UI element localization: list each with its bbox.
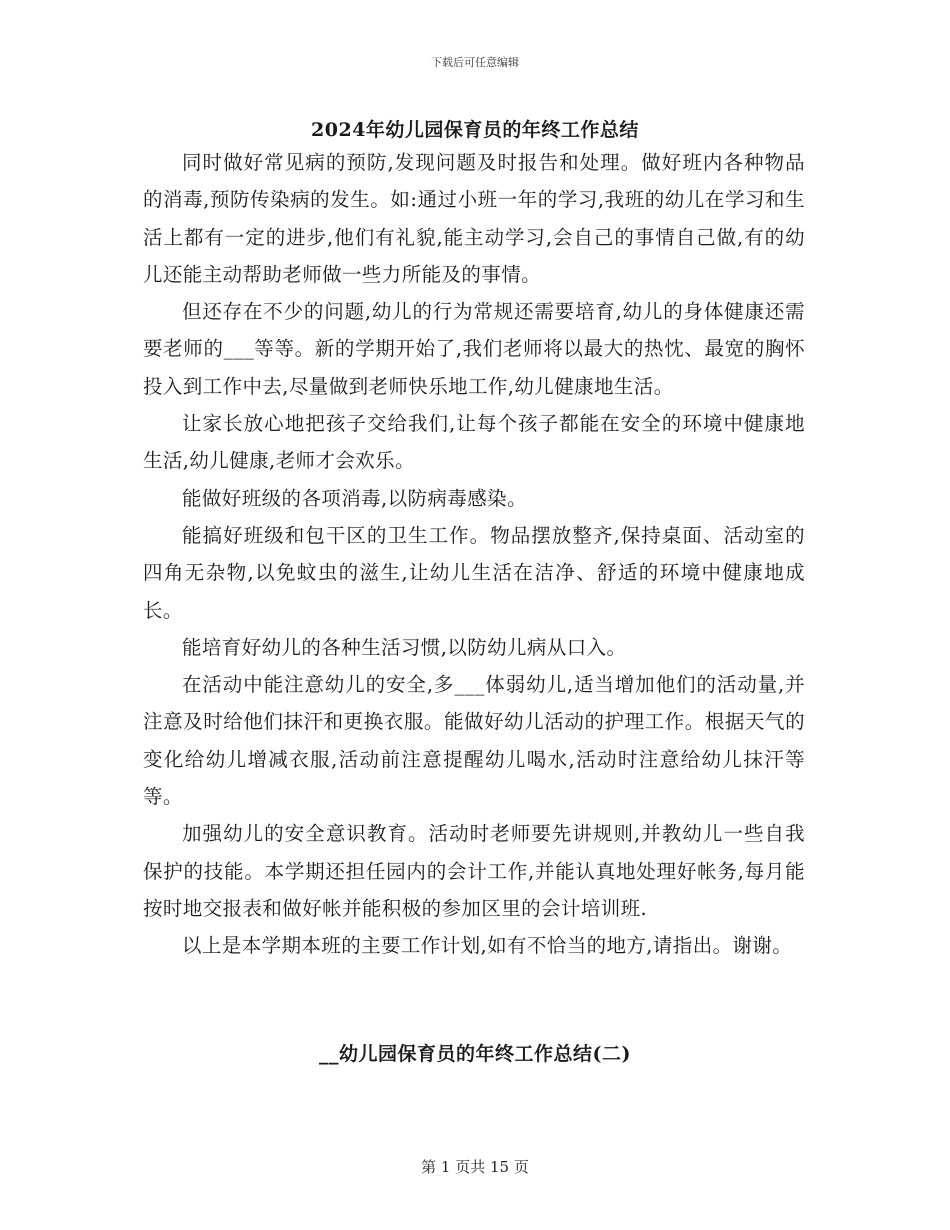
paragraph: 以上是本学期本班的主要工作计划,如有不恰当的地方,请指出。谢谢。 [182,934,793,958]
paragraph: 能做好班级的各项消毒,以防病毒感染。 [182,486,527,510]
document-body [143,144,805,965]
paragraph: 但还存在不少的问题,幼儿的行为常规还需要培育,幼儿的身体健康还需要老师的___等等。新的学期开始了,我们老师将以最大的热忱、最宽的胸怀投入到工作中去,尽量做到老师快乐地工作,幼儿健康地生活。 [143,300,805,398]
paragraph: 加强幼儿的安全意识教育。活动时老师要先讲规则,并教幼儿一些自我保护的技能。本学期还担任园内的会计工作,并能认真地处理好帐务,每月能按时地交报表和做好帐并能积极的参加区里的会计培训班. [143,822,805,920]
section-subtitle: __幼儿园保育员的年终工作总结(二) [319,1043,631,1065]
paragraph: 同时做好常见病的预防,发现问题及时报告和处理。做好班内各种物品的消毒,预防传染病的发生。如:通过小班一年的学习,我班的幼儿在学习和生活上都有一定的进步,他们有礼貌,能主动学习,会自己的事情自己做,有的幼儿还能主动帮助老师做一些力所能及的事情。 [143,151,805,286]
header-note: 下载后可任意编辑 [431,56,519,69]
document-title: 2024年幼儿园保育员的年终工作总结 [311,119,639,141]
page-number: 第 1 页共 15 页 [421,1158,529,1176]
paragraph: 能搞好班级和包干区的卫生工作。物品摆放整齐,保持桌面、活动室的四角无杂物,以免蚊虫的滋生,让幼儿生活在洁净、舒适的环境中健康地成长。 [143,523,805,622]
paragraph: 在活动中能注意幼儿的安全,多___体弱幼儿,适当增加他们的活动量,并注意及时给他们抹汗和更换衣服。能做好幼儿活动的护理工作。根据天气的变化给幼儿增减衣服,活动前注意提醒幼儿喝水,活动时注意给幼儿抹汗等等。 [143,673,805,809]
paragraph: 让家长放心地把孩子交给我们,让每个孩子都能在安全的环境中健康地生活,幼儿健康,老师才会欢乐。 [143,412,805,473]
paragraph: 能培育好幼儿的各种生活习惯,以防幼儿病从口入。 [182,635,627,659]
